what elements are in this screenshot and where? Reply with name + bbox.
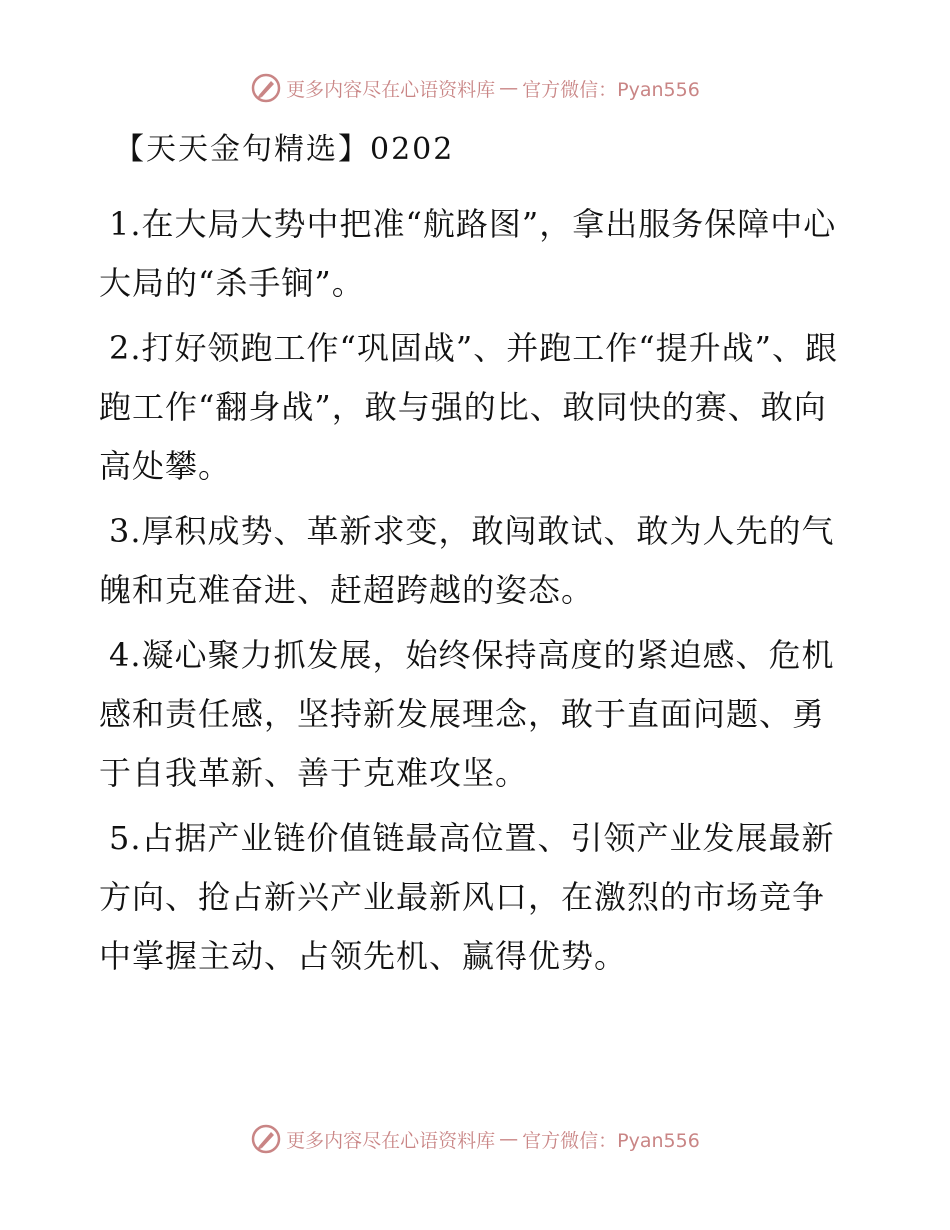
document-title: 【天天金句精选】0202 (114, 132, 455, 167)
watermark-contact: 官方微信：Pyan556 (522, 1129, 700, 1152)
watermark-text: 更多内容尽在心语资料库 (286, 78, 496, 101)
watermark-contact: 官方微信：Pyan556 (522, 78, 700, 101)
quote-item: 2.打好领跑工作“巩固战”、并跑工作“提升战”、跟跑工作“翻身战”，敢与强的比、敢同快的赛、敢向高处攀。 (99, 329, 838, 485)
quote-item: 3.厚积成势、革新求变，敢闯敢试、敢为人先的气魄和克难奋进、赶超跨越的姿态。 (99, 512, 835, 609)
watermark-separator: — (499, 1128, 519, 1150)
watermark-text: 更多内容尽在心语资料库 (286, 1129, 496, 1152)
quote-item: 5.占据产业链价值链最高位置、引领产业发展最新方向、抢占新兴产业最新风口，在激烈的市场竞争中掌握主动、占领先机、赢得优势。 (99, 819, 835, 975)
document-body (99, 195, 849, 992)
quote-item: 1.在大局大势中把准“航路图”，拿出服务保障中心大局的“杀手锏”。 (99, 205, 837, 302)
pen-logo-icon (250, 1123, 282, 1155)
quote-item: 4.凝心聚力抓发展，始终保持高度的紧迫感、危机感和责任感，坚持新发展理念，敢于直面问题、勇于自我革新、善于克难攻坚。 (99, 636, 835, 792)
watermark-separator: — (499, 77, 519, 99)
header-watermark (0, 72, 950, 104)
pen-logo-icon (250, 72, 282, 104)
footer-watermark (0, 1123, 950, 1155)
